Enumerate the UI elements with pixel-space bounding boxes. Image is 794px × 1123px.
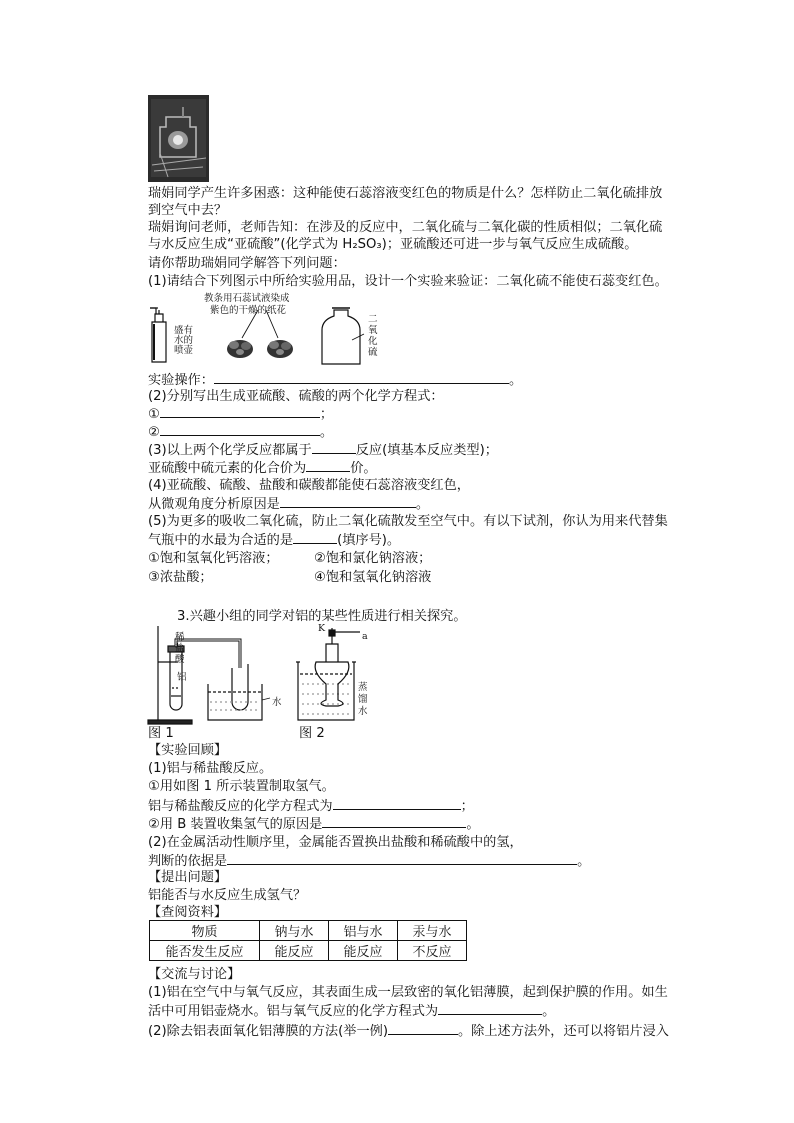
option-1: ①饱和氢氧化钙溶液；	[148, 551, 279, 566]
experiment-photo	[148, 95, 209, 182]
flower-label-2: 紫色的干燥的纸花	[210, 305, 287, 316]
sprayer-label: 盛 有 水 的 喷 壶	[174, 325, 194, 356]
question-3-valence: 亚硫酸中硫元素的化合价为 价。	[148, 461, 377, 476]
review-6: 判断的依据是 。	[148, 854, 591, 869]
question-2: (2)分别写出生成亚硫酸、硫酸的两个化学方程式：	[148, 389, 444, 404]
flask-icon	[315, 628, 360, 706]
section-3-title: 3.兴趣小组的同学对铝的某些性质进行相关探究。	[177, 609, 467, 624]
question-4-reason: 从微观角度分析原因是 。	[148, 497, 430, 512]
intro-line-5: 请你帮助瑞娟同学解答下列问题：	[148, 256, 346, 271]
question-3: (3)以上两个化学反应都属于 反应(填基本反应类型)；	[148, 443, 498, 458]
outlet-label: a	[362, 631, 368, 642]
intro-line-4: 与水反应生成“亚硫酸”(化学式为 H₂SO₃)；亚硫酸还可进一步与氧气反应生成硫酸。	[148, 237, 638, 252]
option-2: ②饱和氯化钠溶液；	[314, 551, 432, 566]
water-label: 水	[272, 697, 282, 708]
heading-review: 【实验回顾】	[148, 743, 228, 758]
equation-blank-1: ① ；	[148, 407, 334, 422]
discussion-1: (1)铝在空气中与氧气反应，其表面生成一层致密的氧化铝薄膜，起到保护膜的作用。如生	[148, 985, 668, 1000]
table-row: 物质 钠与水 铝与水 汞与水	[150, 921, 467, 941]
discussion-2: 活中可用铝壶烧水。铝与氧气反应的化学方程式为 。	[148, 1004, 556, 1019]
research-question: 铝能否与水反应生成氢气？	[148, 888, 307, 903]
review-2: ①用如图 1 所示装置制取氢气。	[148, 779, 335, 794]
sprayer-icon	[150, 308, 166, 362]
review-1: (1)铝与稀盐酸反应。	[148, 761, 273, 776]
figure-2-caption: 图 2	[299, 726, 325, 741]
reaction-table	[149, 920, 467, 961]
option-4: ④饱和氢氧化钠溶液	[314, 570, 432, 585]
flower-icon	[227, 340, 253, 358]
discussion-3: (2)除去铝表面氧化铝薄膜的方法(举一例) 。除上述方法外，还可以将铝片浸入	[148, 1024, 669, 1039]
heading-question: 【提出问题】	[148, 870, 228, 885]
figure-1-caption: 图 1	[148, 726, 174, 741]
experiment-operation: 实验操作： 。	[148, 373, 523, 388]
aluminum-label: 铝	[177, 672, 187, 683]
acid-label: 稀 盐 酸	[175, 632, 185, 665]
question-5: (5)为更多的吸收二氧化硫，防止二氧化硫散发至空气中。有以下试剂，你认为用来代替集	[148, 514, 668, 529]
equation-blank-2: ② 。	[148, 425, 334, 440]
intro-line-1: 瑞娟同学产生许多困惑：这种能使石蕊溶液变红色的物质是什么？怎样防止二氧化硫排放	[148, 186, 663, 201]
trough-icon	[208, 684, 262, 720]
flower-icon	[267, 340, 293, 358]
table-row: 能否发生反应 能反应 能反应 不反应	[150, 941, 467, 961]
review-4: ②用 B 装置收集氢气的原因是 。	[148, 817, 480, 832]
review-5: (2)在金属活动性顺序里，金属能否置换出盐酸和稀硫酸中的氢，	[148, 835, 523, 850]
question-5-answer: 气瓶中的水最为合适的是 (填序号)。	[148, 533, 401, 548]
question-1: (1)请结合下列图示中所给实验用品，设计一个实验来验证：二氧化硫不能使石蕊变红色。	[148, 274, 668, 289]
valve-label: K	[318, 623, 326, 634]
gas-bottle-icon	[322, 308, 364, 364]
option-3: ③浓盐酸；	[148, 570, 213, 585]
intro-line-3: 瑞娟询问老师，老师告知：在涉及的反应中，二氧化硫与二氧化碳的性质相似；二氧化硫	[148, 220, 663, 235]
review-3: 铝与稀盐酸反应的化学方程式为 ；	[148, 799, 474, 814]
intro-line-2: 到空气中去？	[148, 203, 228, 218]
distilled-water-label: 蒸 馏 水	[358, 682, 368, 717]
bottle-label: 二 氧 化 硫	[368, 314, 378, 358]
heading-reference: 【查阅资料】	[148, 905, 228, 920]
question-4: (4)亚硫酸、硫酸、盐酸和碳酸都能使石蕊溶液变红色，	[148, 478, 470, 493]
heading-discussion: 【交流与讨论】	[148, 967, 241, 982]
flower-label-1: 教条用石蕊试液染成	[204, 293, 290, 304]
u-tube-icon	[232, 664, 248, 710]
